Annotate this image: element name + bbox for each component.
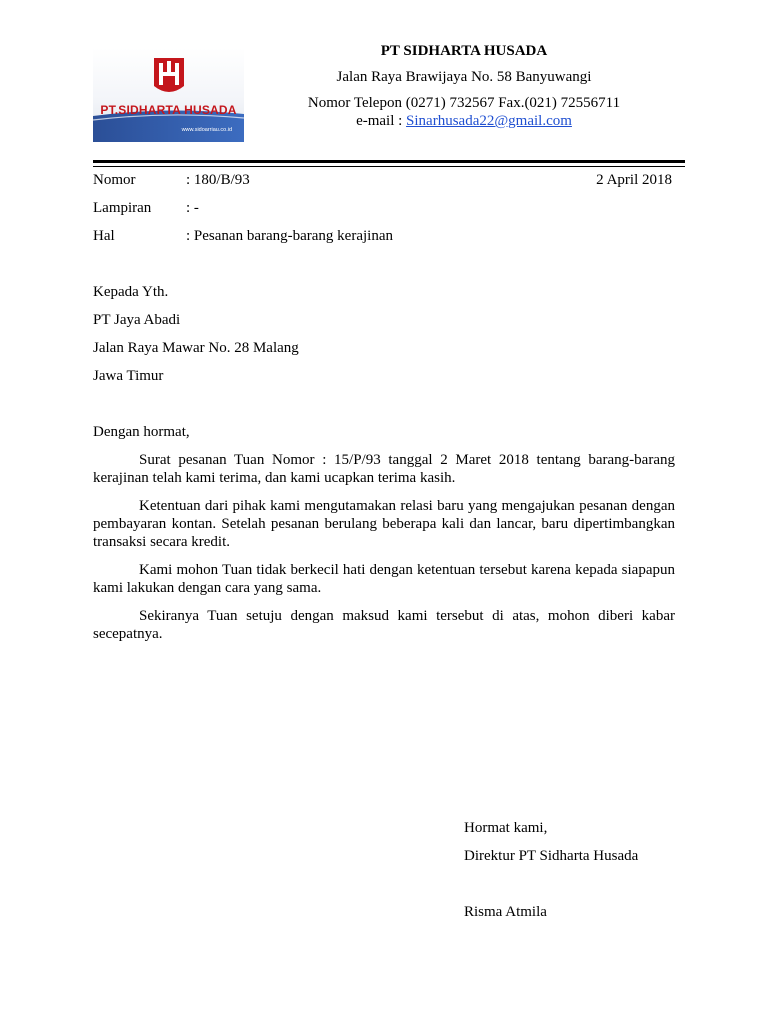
lampiran-label: Lampiran	[93, 200, 152, 216]
body-paragraph-3: Kami mohon Tuan tidak berkecil hati dengan ketentuan tersebut karena kepada siapapun kami lakukan dengan cara yang sama.	[93, 562, 675, 596]
company-email-line	[244, 113, 684, 130]
signer-name: Risma Atmila	[464, 904, 547, 920]
closing-position: Direktur PT Sidharta Husada	[464, 848, 639, 864]
lampiran-value: : -	[186, 200, 199, 216]
email-link[interactable]: Sinarhusada22@gmail.com	[406, 113, 572, 129]
logo-website: www.sidoarriau.co.id	[181, 127, 232, 133]
letter-date: 2 April 2018	[596, 172, 672, 188]
nomor-label: Nomor	[93, 172, 136, 188]
company-name: PT SIDHARTA HUSADA	[380, 43, 548, 59]
salutation: Dengan hormat,	[93, 424, 190, 440]
nomor-value: : 180/B/93	[186, 172, 250, 188]
header-rule-thin	[93, 166, 685, 167]
company-phone-fax: Nomor Telepon (0271) 732567 Fax.(021) 72556711	[307, 95, 621, 111]
body-paragraph-2: Ketentuan dari pihak kami mengutamakan relasi baru yang mengajukan pesanan dengan pembayaran kontan. Setelah pesanan berulang beberapa kali dan lancar, baru dipertimbangkan transaksi secara kredit.	[93, 498, 675, 550]
body-paragraph-1: Surat pesanan Tuan Nomor : 15/P/93 tanggal 2 Maret 2018 tentang barang-barang kerajinan telah kami terima, dan kami ucapkan terima kasih.	[93, 452, 675, 486]
email-label: e-mail :	[356, 113, 407, 129]
logo-company-name: PT.SIDHARTA HUSADA	[100, 103, 237, 117]
hal-value: : Pesanan barang-barang kerajinan	[186, 228, 393, 244]
recipient-region: Jawa Timur	[93, 368, 164, 384]
header-rule-thick	[93, 160, 685, 163]
closing-regards: Hormat kami,	[464, 820, 548, 836]
recipient-name: PT Jaya Abadi	[93, 312, 181, 328]
recipient-address: Jalan Raya Mawar No. 28 Malang	[93, 340, 299, 356]
hal-label: Hal	[93, 228, 115, 244]
company-address: Jalan Raya Brawijaya No. 58 Banyuwangi	[336, 69, 592, 85]
recipient-greeting: Kepada Yth.	[93, 284, 169, 300]
company-logo	[93, 48, 244, 142]
body-paragraph-4: Sekiranya Tuan setuju dengan maksud kami tersebut di atas, mohon diberi kabar secepatnya.	[93, 608, 675, 642]
